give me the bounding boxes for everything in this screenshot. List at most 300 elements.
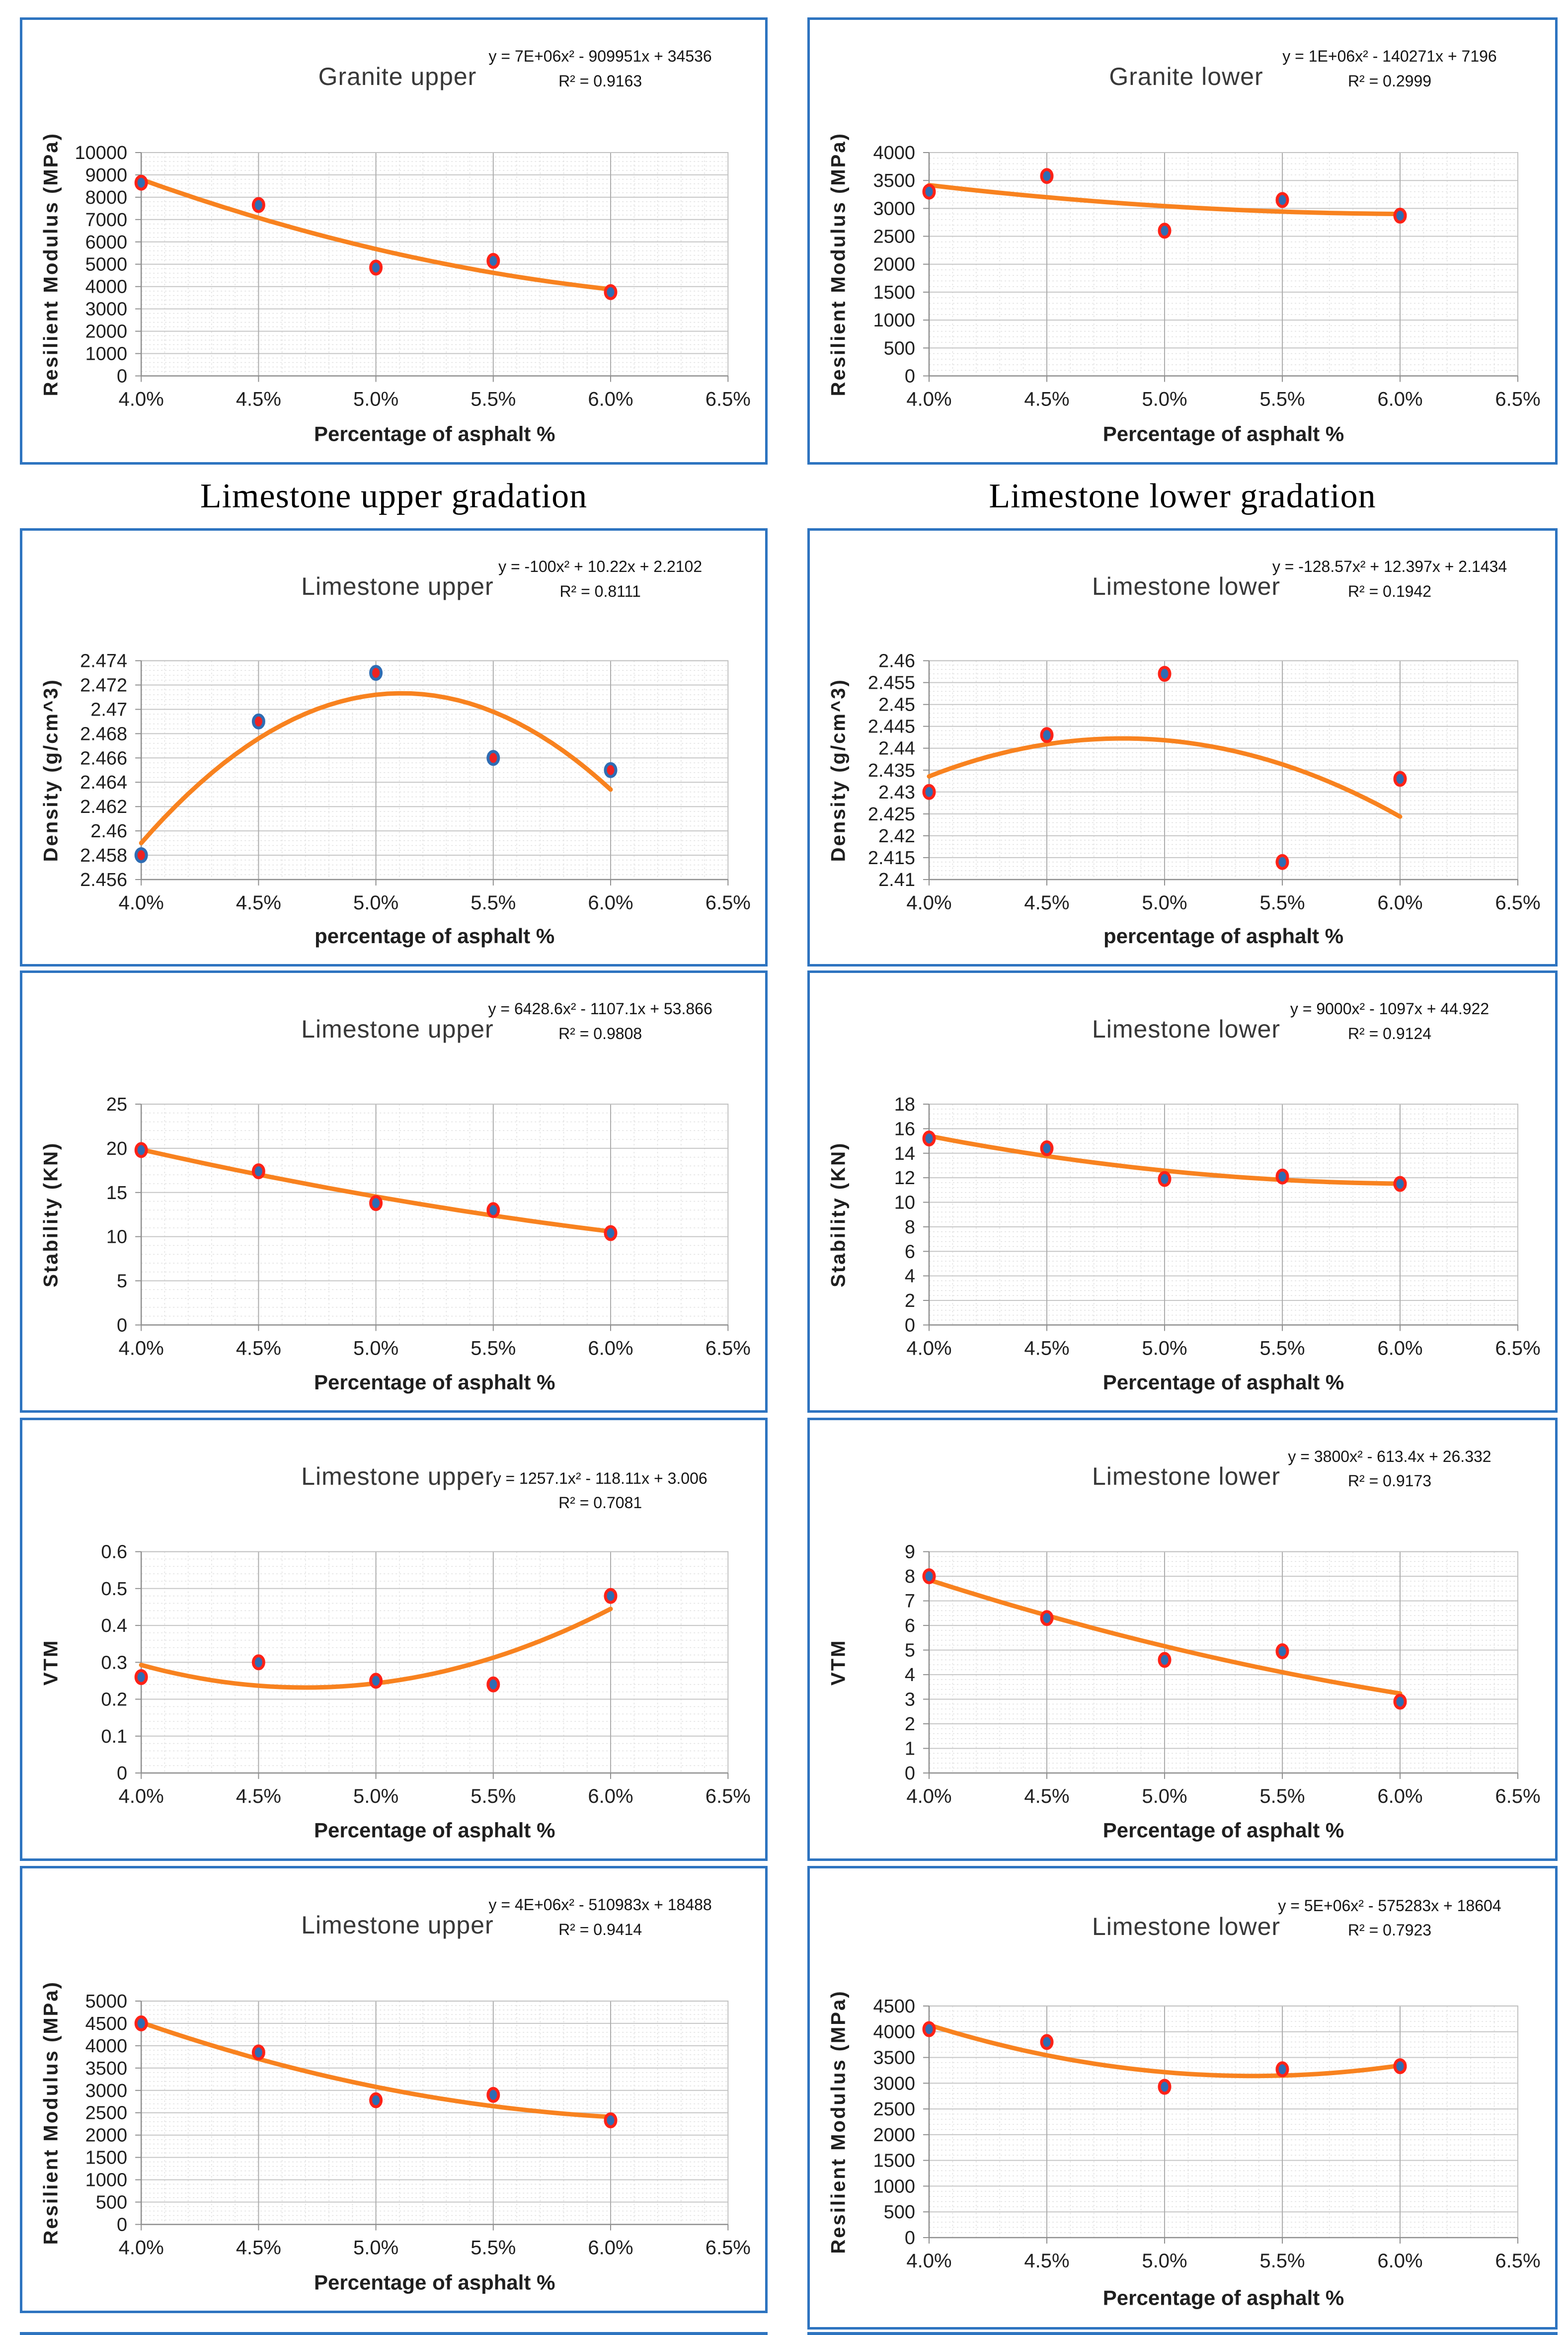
data-point: [371, 1674, 381, 1687]
y-tick-label: 3500: [873, 2047, 915, 2069]
y-tick-label: 2000: [873, 254, 915, 275]
y-tick-label: 3500: [85, 2058, 128, 2079]
x-tick-label: 5.5%: [1259, 1337, 1305, 1360]
chart-title: Limestone lower: [1092, 1462, 1281, 1490]
equation-text: y = 9000x² - 1097x + 44.922: [1290, 1000, 1490, 1018]
y-tick-label: 1500: [85, 2147, 128, 2169]
equation-text: y = 5E+06x² - 575283x + 18604: [1278, 1896, 1501, 1915]
x-tick-label: 5.5%: [470, 2237, 516, 2259]
x-tick-labels: [906, 880, 1540, 914]
data-point: [136, 2017, 147, 2030]
x-tick-label: 4.0%: [118, 388, 164, 410]
data-point: [1277, 1645, 1288, 1658]
y-axis-title: Stability (KN): [827, 1141, 850, 1288]
y-tick-label: 2: [904, 1714, 915, 1735]
plot-area: [22, 1420, 765, 1858]
x-tick-labels: [906, 2238, 1540, 2272]
x-axis-title: Percentage of asphalt %: [1102, 1818, 1344, 1842]
x-tick-labels: [119, 880, 751, 914]
data-point: [1042, 1611, 1052, 1624]
y-tick-label: 1000: [85, 343, 128, 365]
plot-frame: [929, 1104, 1518, 1325]
y-tick-label: 18: [894, 1094, 915, 1115]
chart-limestone-lower-density: [807, 528, 1558, 966]
data-point: [488, 1678, 498, 1691]
x-tick-label: 4.0%: [906, 2250, 952, 2272]
x-tick-label: 4.0%: [118, 1785, 164, 1807]
x-tick-label: 5.0%: [353, 892, 399, 914]
x-tick-label: 5.5%: [1259, 892, 1305, 914]
x-tick-labels: [906, 1773, 1540, 1807]
y-tick-label: 1500: [873, 282, 915, 303]
data-point: [1160, 224, 1170, 237]
x-tick-labels: [119, 376, 751, 410]
y-tick-label: 15: [106, 1182, 128, 1204]
y-tick-label: 9: [904, 1541, 915, 1563]
data-point: [371, 1197, 381, 1209]
x-tick-label: 4.5%: [1024, 892, 1070, 914]
y-axis-title: Density (g/cm^3): [40, 678, 62, 862]
y-tick-label: 8: [904, 1566, 915, 1588]
x-tick-label: 6.0%: [1377, 892, 1423, 914]
y-tick-label: 0.5: [101, 1578, 128, 1600]
y-tick-labels: [106, 1094, 141, 1336]
x-tick-label: 4.0%: [906, 892, 952, 914]
plot-area: [810, 1420, 1555, 1858]
x-tick-label: 4.0%: [906, 388, 952, 410]
r-squared-text: R² = 0.7081: [558, 1494, 642, 1512]
y-tick-label: 6000: [85, 232, 128, 253]
y-tick-label: 4000: [85, 276, 128, 298]
y-tick-label: 5000: [85, 254, 128, 275]
chart-limestone-upper-resilient-modulus: [20, 1866, 768, 2313]
chart-title: Limestone lower: [1092, 1912, 1281, 1940]
y-tick-label: 2.468: [80, 724, 128, 745]
y-tick-label: 5000: [85, 1991, 128, 2012]
gridlines: [929, 661, 1518, 880]
x-tick-label: 6.5%: [1495, 892, 1541, 914]
y-tick-label: 4000: [873, 143, 915, 163]
y-tick-label: 0: [904, 2228, 915, 2249]
data-point: [488, 254, 498, 267]
x-tick-label: 5.0%: [1142, 892, 1187, 914]
y-tick-label: 8: [904, 1216, 915, 1238]
x-tick-label: 6.0%: [1377, 2250, 1423, 2272]
plot-area: [810, 973, 1555, 1410]
x-tick-label: 4.0%: [906, 1337, 952, 1360]
x-tick-label: 4.5%: [235, 1337, 281, 1360]
data-point: [1160, 2081, 1170, 2093]
data-point: [1395, 2060, 1406, 2073]
data-point: [253, 1165, 264, 1178]
y-tick-label: 500: [95, 2192, 128, 2213]
y-tick-label: 2000: [873, 2124, 915, 2146]
y-tick-labels: [80, 651, 141, 890]
plot-frame: [929, 1552, 1518, 1773]
x-tick-label: 6.0%: [588, 1785, 633, 1807]
y-axis-title: VTM: [827, 1639, 850, 1686]
x-axis-title: Percentage of asphalt %: [314, 2270, 555, 2294]
data-point: [606, 1590, 616, 1603]
y-tick-label: 0.6: [101, 1541, 128, 1563]
x-tick-label: 6.5%: [705, 1785, 751, 1807]
y-axis-title: Resilient Modulus (MPa): [827, 1990, 850, 2254]
y-tick-label: 2.435: [867, 760, 915, 781]
data-point: [136, 849, 147, 862]
chart-limestone-upper-vtm: [20, 1418, 768, 1861]
gridlines: [929, 153, 1518, 376]
y-tick-label: 3000: [873, 2073, 915, 2094]
x-tick-label: 6.5%: [705, 892, 751, 914]
y-tick-label: 2500: [873, 2099, 915, 2120]
data-point: [924, 2023, 935, 2036]
y-tick-label: 0.1: [101, 1726, 128, 1747]
x-tick-label: 5.5%: [1259, 2250, 1305, 2272]
x-tick-label: 4.5%: [235, 388, 281, 410]
y-tick-label: 2.472: [80, 675, 128, 696]
y-axis-title: Density (g/cm^3): [827, 678, 850, 862]
x-tick-label: 5.5%: [470, 1337, 516, 1360]
equation-text: y = -128.57x² + 12.397x + 2.1434: [1272, 557, 1507, 575]
x-tick-label: 5.5%: [1259, 388, 1305, 410]
r-squared-text: R² = 0.9124: [1347, 1024, 1432, 1043]
y-tick-label: 4000: [873, 2021, 915, 2043]
x-tick-label: 5.0%: [1142, 1785, 1187, 1807]
x-tick-label: 6.0%: [588, 2237, 633, 2259]
y-tick-label: 1: [904, 1738, 915, 1760]
y-tick-label: 2.41: [878, 870, 915, 890]
x-tick-labels: [906, 1325, 1540, 1359]
y-tick-label: 2.425: [867, 804, 915, 825]
x-tick-label: 4.5%: [235, 892, 281, 914]
data-point: [1395, 1695, 1406, 1708]
data-point: [371, 261, 381, 274]
y-tick-label: 0: [117, 2214, 128, 2236]
y-tick-label: 25: [106, 1094, 128, 1115]
data-point: [924, 185, 935, 198]
y-tick-label: 1000: [873, 310, 915, 331]
y-tick-label: 2000: [85, 321, 128, 342]
y-tick-label: 12: [894, 1168, 915, 1189]
chart-title: Granite upper: [318, 62, 477, 90]
y-tick-label: 5: [117, 1271, 128, 1292]
r-squared-text: R² = 0.1942: [1347, 582, 1432, 600]
data-point: [136, 176, 147, 189]
r-squared-text: R² = 0.9163: [558, 72, 642, 90]
x-axis-title: percentage of asphalt %: [1103, 924, 1344, 948]
y-tick-label: 8000: [85, 187, 128, 208]
data-point: [1277, 194, 1288, 207]
y-tick-label: 14: [894, 1143, 915, 1164]
y-tick-label: 4000: [85, 2035, 128, 2057]
x-tick-label: 6.0%: [1377, 1785, 1423, 1807]
y-tick-label: 0: [904, 366, 915, 387]
equation-text: y = 4E+06x² - 510983x + 18488: [488, 1895, 712, 1914]
cropped-box-edge: [807, 2332, 1558, 2335]
gridlines: [141, 153, 728, 376]
gridlines: [929, 1552, 1518, 1773]
plot-area: [810, 20, 1555, 462]
data-point: [924, 1132, 935, 1145]
y-tick-label: 20: [106, 1138, 128, 1159]
y-tick-label: 3000: [873, 198, 915, 220]
x-tick-label: 5.0%: [1142, 2250, 1187, 2272]
chart-limestone-upper-stability: [20, 970, 768, 1413]
chart-limestone-upper-density: [20, 528, 768, 966]
y-tick-label: 3000: [85, 299, 128, 320]
x-tick-label: 5.5%: [1259, 1785, 1305, 1807]
x-tick-label: 5.5%: [470, 892, 516, 914]
gridlines: [929, 1104, 1518, 1325]
chart-limestone-lower-resilient-modulus: [807, 1866, 1558, 2330]
data-point: [924, 786, 935, 799]
y-tick-label: 5: [904, 1640, 915, 1661]
plot-area: [22, 1868, 765, 2311]
x-tick-label: 4.5%: [1024, 1785, 1070, 1807]
x-tick-label: 6.5%: [1495, 2250, 1541, 2272]
x-tick-label: 5.0%: [353, 1785, 399, 1807]
y-tick-label: 1500: [873, 2150, 915, 2172]
chart-title: Granite lower: [1109, 62, 1263, 90]
y-tick-label: 2.464: [80, 772, 128, 794]
chart-title: Limestone upper: [301, 572, 494, 600]
y-tick-label: 3500: [873, 170, 915, 192]
y-tick-label: 6: [904, 1241, 915, 1263]
x-tick-label: 4.0%: [118, 892, 164, 914]
gridlines: [141, 1104, 728, 1325]
data-point: [136, 1143, 147, 1156]
y-tick-label: 7000: [85, 209, 128, 231]
data-point: [1395, 772, 1406, 785]
y-tick-label: 4: [904, 1665, 915, 1686]
x-tick-label: 6.5%: [1495, 1337, 1541, 1360]
r-squared-text: R² = 0.2999: [1347, 72, 1432, 90]
y-tick-label: 2.474: [80, 650, 128, 672]
y-tick-label: 1000: [85, 2170, 128, 2191]
cropped-box-edge: [20, 2332, 768, 2335]
x-tick-label: 6.0%: [588, 1337, 633, 1360]
y-tick-label: 10: [894, 1192, 915, 1213]
y-tick-label: 0.2: [101, 1689, 128, 1710]
x-tick-labels: [119, 2225, 751, 2259]
y-tick-label: 4500: [85, 2013, 128, 2034]
data-point: [1042, 1142, 1052, 1155]
data-point: [136, 1671, 147, 1684]
data-point: [606, 2114, 616, 2127]
data-point: [1395, 1178, 1406, 1191]
y-tick-label: 2.47: [90, 699, 128, 721]
chart-granite-upper-resilient-modulus: [20, 17, 768, 465]
y-tick-label: 0.3: [101, 1652, 128, 1674]
x-axis-title: Percentage of asphalt %: [1102, 2286, 1344, 2310]
chart-title: Limestone upper: [301, 1911, 494, 1939]
x-tick-label: 4.5%: [235, 1785, 281, 1807]
y-tick-label: 2.45: [878, 694, 915, 716]
x-tick-label: 5.0%: [353, 2237, 399, 2259]
chart-title: Limestone lower: [1092, 572, 1281, 600]
data-point: [371, 666, 381, 679]
x-tick-label: 4.5%: [1024, 1337, 1070, 1360]
x-tick-label: 5.0%: [353, 388, 399, 410]
equation-text: y = 3800x² - 613.4x + 26.332: [1288, 1447, 1491, 1465]
r-squared-text: R² = 0.7923: [1347, 1921, 1432, 1939]
chart-limestone-lower-vtm: [807, 1418, 1558, 1861]
x-tick-label: 4.0%: [118, 1337, 164, 1360]
y-tick-label: 2.42: [878, 825, 915, 847]
x-tick-label: 5.5%: [470, 1785, 516, 1807]
y-tick-label: 4500: [873, 1996, 915, 2017]
plot-area: [810, 1868, 1555, 2327]
data-point: [1277, 856, 1288, 869]
data-point: [253, 715, 264, 728]
data-point: [1042, 2035, 1052, 2048]
y-tick-label: 2.415: [867, 847, 915, 869]
data-point: [1160, 1653, 1170, 1666]
y-axis-title: Resilient Modulus (MPa): [40, 132, 62, 397]
data-point: [1042, 728, 1052, 741]
y-tick-label: 7: [904, 1591, 915, 1612]
x-tick-label: 6.0%: [588, 388, 633, 410]
data-point: [488, 751, 498, 764]
y-tick-label: 2000: [85, 2125, 128, 2146]
y-tick-label: 3000: [85, 2080, 128, 2101]
y-tick-label: 2: [904, 1290, 915, 1311]
gridlines: [141, 2001, 728, 2225]
data-point: [253, 199, 264, 212]
x-axis-title: Percentage of asphalt %: [314, 422, 555, 446]
data-point: [1395, 209, 1406, 222]
gridlines: [141, 1552, 728, 1773]
y-tick-label: 1000: [873, 2176, 915, 2197]
x-tick-label: 5.5%: [470, 388, 516, 410]
equation-text: y = 7E+06x² - 909951x + 34536: [488, 47, 712, 65]
data-point: [488, 1204, 498, 1216]
y-tick-label: 2500: [85, 2102, 128, 2124]
x-tick-label: 6.0%: [588, 892, 633, 914]
x-tick-label: 4.5%: [235, 2237, 281, 2259]
data-point: [1277, 2063, 1288, 2076]
x-tick-label: 4.0%: [118, 2237, 164, 2259]
y-tick-label: 3: [904, 1689, 915, 1710]
equation-text: y = 1E+06x² - 140271x + 7196: [1282, 47, 1497, 65]
y-tick-labels: [868, 651, 929, 890]
x-tick-label: 6.5%: [1495, 1785, 1541, 1807]
y-tick-label: 10000: [75, 143, 128, 163]
data-point: [253, 2046, 264, 2059]
r-squared-text: R² = 0.9414: [558, 1920, 642, 1938]
x-axis-title: Percentage of asphalt %: [314, 1818, 555, 1842]
y-tick-label: 0: [904, 1315, 915, 1336]
chart-limestone-lower-stability: [807, 970, 1558, 1413]
r-squared-text: R² = 0.9808: [558, 1024, 642, 1043]
y-tick-label: 16: [894, 1119, 915, 1140]
r-squared-text: R² = 0.8111: [559, 582, 641, 600]
y-tick-labels: [894, 1094, 929, 1336]
y-tick-label: 2.455: [867, 672, 915, 694]
gridlines: [929, 2006, 1518, 2238]
y-tick-label: 2.46: [878, 650, 915, 672]
plot-frame: [141, 1104, 728, 1325]
data-point: [606, 764, 616, 777]
y-tick-labels: [873, 143, 929, 387]
r-squared-text: R² = 0.9173: [1347, 1472, 1432, 1490]
y-tick-label: 4: [904, 1266, 915, 1287]
chart-title: Limestone upper: [301, 1462, 494, 1490]
x-tick-label: 6.5%: [1495, 388, 1541, 410]
y-tick-label: 2.456: [80, 870, 128, 890]
y-tick-label: 2.44: [878, 738, 915, 759]
y-tick-label: 2500: [873, 226, 915, 247]
data-point: [924, 1570, 935, 1583]
x-tick-label: 4.5%: [1024, 2250, 1070, 2272]
y-tick-label: 9000: [85, 164, 128, 186]
chart-granite-lower-resilient-modulus: [807, 17, 1558, 465]
data-point: [488, 2089, 498, 2101]
equation-text: y = 6428.6x² - 1107.1x + 53.866: [488, 1000, 712, 1018]
x-tick-label: 6.0%: [1377, 1337, 1423, 1360]
data-point: [606, 1227, 616, 1240]
data-point: [1160, 667, 1170, 680]
x-axis-title: Percentage of asphalt %: [314, 1370, 555, 1394]
data-point: [606, 286, 616, 299]
x-tick-labels: [119, 1773, 751, 1807]
plot-frame: [929, 2006, 1518, 2238]
y-tick-label: 2.462: [80, 797, 128, 818]
y-tick-label: 0.4: [101, 1615, 128, 1637]
y-axis-title: Resilient Modulus (MPa): [827, 132, 850, 397]
x-tick-label: 4.0%: [906, 1785, 952, 1807]
data-point: [1042, 169, 1052, 182]
equation-text: y = -100x² + 10.22x + 2.2102: [498, 557, 703, 575]
y-axis-title: VTM: [40, 1639, 62, 1686]
section-heading-limestone-upper-gradation: Limestone upper gradation: [200, 477, 588, 515]
equation-text: y = 1257.1x² - 118.11x + 3.006: [493, 1469, 707, 1487]
y-tick-label: 500: [883, 338, 915, 359]
chart-title: Limestone upper: [301, 1015, 494, 1043]
y-tick-label: 2.46: [90, 821, 128, 842]
x-tick-label: 5.0%: [353, 1337, 399, 1360]
x-tick-labels: [119, 1325, 751, 1359]
x-tick-label: 6.5%: [705, 388, 751, 410]
y-tick-labels: [85, 1991, 142, 2236]
x-axis-title: percentage of asphalt %: [314, 924, 555, 948]
y-tick-label: 2.43: [878, 782, 915, 803]
data-point: [1277, 1170, 1288, 1183]
x-tick-label: 5.0%: [1142, 1337, 1187, 1360]
y-tick-label: 0: [117, 366, 128, 387]
plot-area: [22, 531, 765, 964]
y-tick-label: 2.466: [80, 748, 128, 769]
y-axis-title: Resilient Modulus (MPa): [40, 1981, 62, 2245]
chart-title: Limestone lower: [1092, 1015, 1281, 1043]
y-tick-label: 0: [904, 1763, 915, 1784]
x-axis-title: Percentage of asphalt %: [1102, 1370, 1344, 1394]
data-point: [1160, 1173, 1170, 1186]
y-tick-labels: [873, 1996, 929, 2249]
x-tick-label: 6.5%: [705, 2237, 751, 2259]
section-heading-limestone-lower-gradation: Limestone lower gradation: [989, 477, 1376, 515]
y-tick-label: 2.458: [80, 845, 128, 866]
y-tick-label: 6: [904, 1615, 915, 1637]
y-tick-labels: [101, 1542, 141, 1784]
y-tick-label: 10: [106, 1226, 128, 1248]
y-tick-label: 0: [117, 1763, 128, 1784]
plot-area: [22, 20, 765, 462]
plot-area: [22, 973, 765, 1410]
y-tick-label: 0: [117, 1315, 128, 1336]
x-tick-label: 4.5%: [1024, 388, 1070, 410]
data-point: [253, 1656, 264, 1669]
